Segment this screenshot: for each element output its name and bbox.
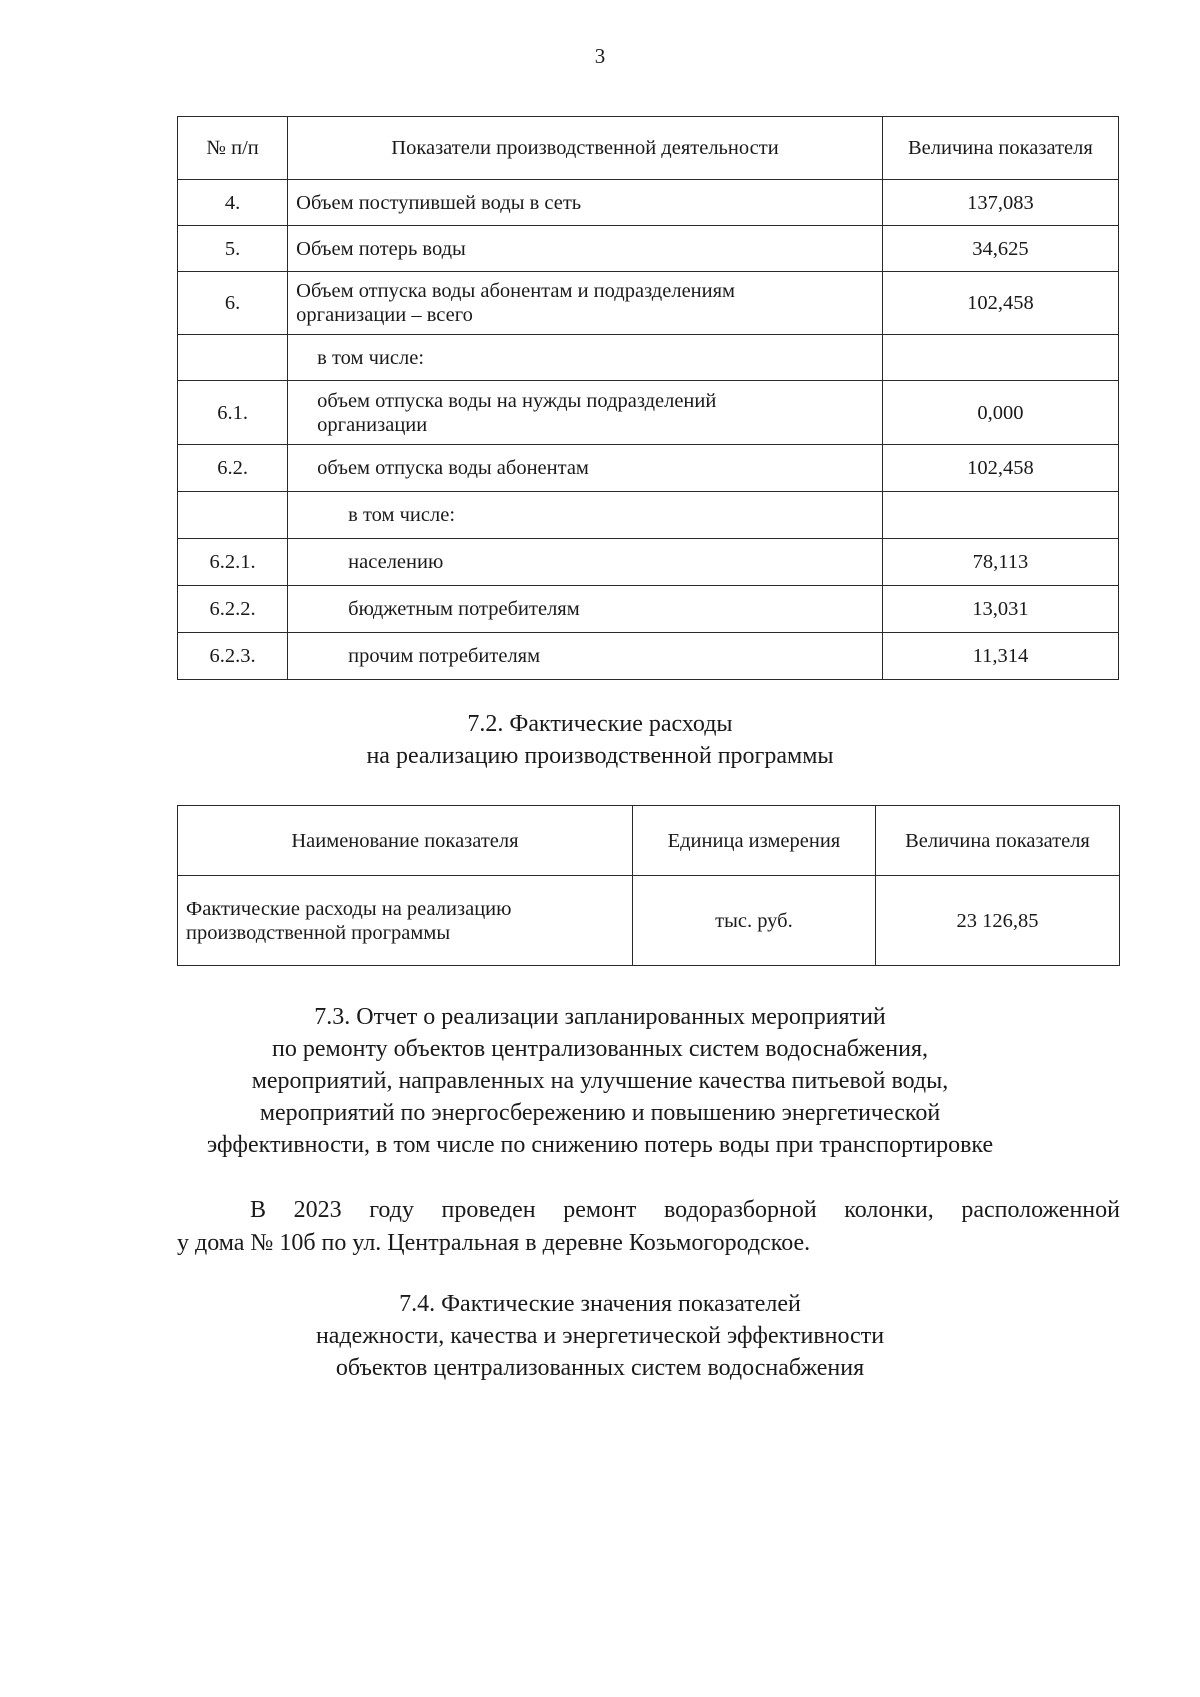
heading-line: на реализацию производственной программы <box>366 743 834 769</box>
heading-line: мероприятий, направленных на улучшение качества питьевой воды, <box>251 1068 949 1094</box>
row-number: 6.2.3. <box>178 633 288 680</box>
page-number: 3 <box>594 44 606 68</box>
header-number: № п/п <box>178 117 288 180</box>
table-header-row <box>178 117 1119 180</box>
row-value: 34,625 <box>882 226 1118 272</box>
row-name <box>178 876 633 966</box>
row-value <box>882 492 1118 539</box>
row-name: в том числе: <box>288 335 883 381</box>
row-name: Объем поступившей воды в сеть <box>288 180 883 226</box>
row-value <box>882 335 1118 381</box>
row-value: 23 126,85 <box>875 876 1119 966</box>
table-row <box>178 226 1119 272</box>
section-7-3-heading <box>0 1001 1200 1161</box>
heading-line: мероприятий по энергосбережению и повышению энергетической <box>259 1100 941 1126</box>
header-indicator: Показатели производственной деятельности <box>288 117 883 180</box>
row-name: прочим потребителям <box>288 633 883 680</box>
table-row <box>178 539 1119 586</box>
table-row <box>178 180 1119 226</box>
table-row <box>178 876 1120 966</box>
paragraph-line: у дома № 10б по ул. Центральная в деревне Козьмогородское. <box>177 1230 811 1256</box>
table-row <box>178 335 1119 381</box>
row-number: 6. <box>178 272 288 335</box>
row-number <box>178 492 288 539</box>
row-name-line: производственной программы <box>186 921 451 944</box>
row-name-line: Объем отпуска воды абонентам и подразделениям <box>296 280 736 302</box>
heading-line: эффективности, в том числе по снижению потерь воды при транспортировке <box>206 1132 994 1158</box>
row-name <box>288 381 883 445</box>
header-value: Величина показателя <box>882 117 1118 180</box>
row-name-line: организации <box>317 413 428 436</box>
row-name-line: Фактические расходы на реализацию <box>186 897 512 920</box>
header-value: Величина показателя <box>875 806 1119 876</box>
row-number: 5. <box>178 226 288 272</box>
table-row <box>178 445 1119 492</box>
heading-line: надежности, качества и энергетической эффективности <box>315 1323 885 1349</box>
row-name: бюджетным потребителям <box>288 586 883 633</box>
header-indicator-name: Наименование показателя <box>178 806 633 876</box>
row-name: населению <box>288 539 883 586</box>
row-number: 6.2. <box>178 445 288 492</box>
section-7-3-paragraph <box>177 1194 1120 1260</box>
row-name-line: организации – всего <box>296 304 473 326</box>
table-header-row <box>178 806 1120 876</box>
table-row <box>178 633 1119 680</box>
row-value: 102,458 <box>882 272 1118 335</box>
row-value: 11,314 <box>882 633 1118 680</box>
section-7-4-heading <box>0 1288 1200 1384</box>
row-value: 0,000 <box>882 381 1118 445</box>
row-unit: тыс. руб. <box>632 876 875 966</box>
row-number: 6.2.1. <box>178 539 288 586</box>
heading-line: объектов централизованных систем водоснабжения <box>335 1355 865 1381</box>
table-row <box>178 381 1119 445</box>
heading-line: 7.2. Фактические расходы <box>467 711 733 737</box>
row-name-line: объем отпуска воды на нужды подразделений <box>317 389 717 412</box>
heading-line: 7.3. Отчет о реализации запланированных мероприятий <box>314 1004 886 1030</box>
row-number: 6.2.2. <box>178 586 288 633</box>
heading-line: 7.4. Фактические значения показателей <box>399 1291 801 1317</box>
header-unit: Единица измерения <box>632 806 875 876</box>
row-name: Объем потерь воды <box>288 226 883 272</box>
row-value: 13,031 <box>882 586 1118 633</box>
heading-line: по ремонту объектов централизованных систем водоснабжения, <box>271 1036 928 1062</box>
row-number <box>178 335 288 381</box>
expenses-table <box>177 805 1120 966</box>
table-row <box>178 586 1119 633</box>
table-row <box>178 272 1119 335</box>
row-name: объем отпуска воды абонентам <box>288 445 883 492</box>
row-number: 6.1. <box>178 381 288 445</box>
row-name: в том числе: <box>288 492 883 539</box>
paragraph-line: В 2023 году проведен ремонт водоразборной колонки, расположенной <box>250 1197 1120 1223</box>
row-value: 102,458 <box>882 445 1118 492</box>
row-value: 137,083 <box>882 180 1118 226</box>
production-indicators-table <box>177 116 1119 680</box>
row-number: 4. <box>178 180 288 226</box>
table-row <box>178 492 1119 539</box>
row-value: 78,113 <box>882 539 1118 586</box>
row-name <box>288 272 883 335</box>
section-7-2-heading <box>0 708 1200 772</box>
